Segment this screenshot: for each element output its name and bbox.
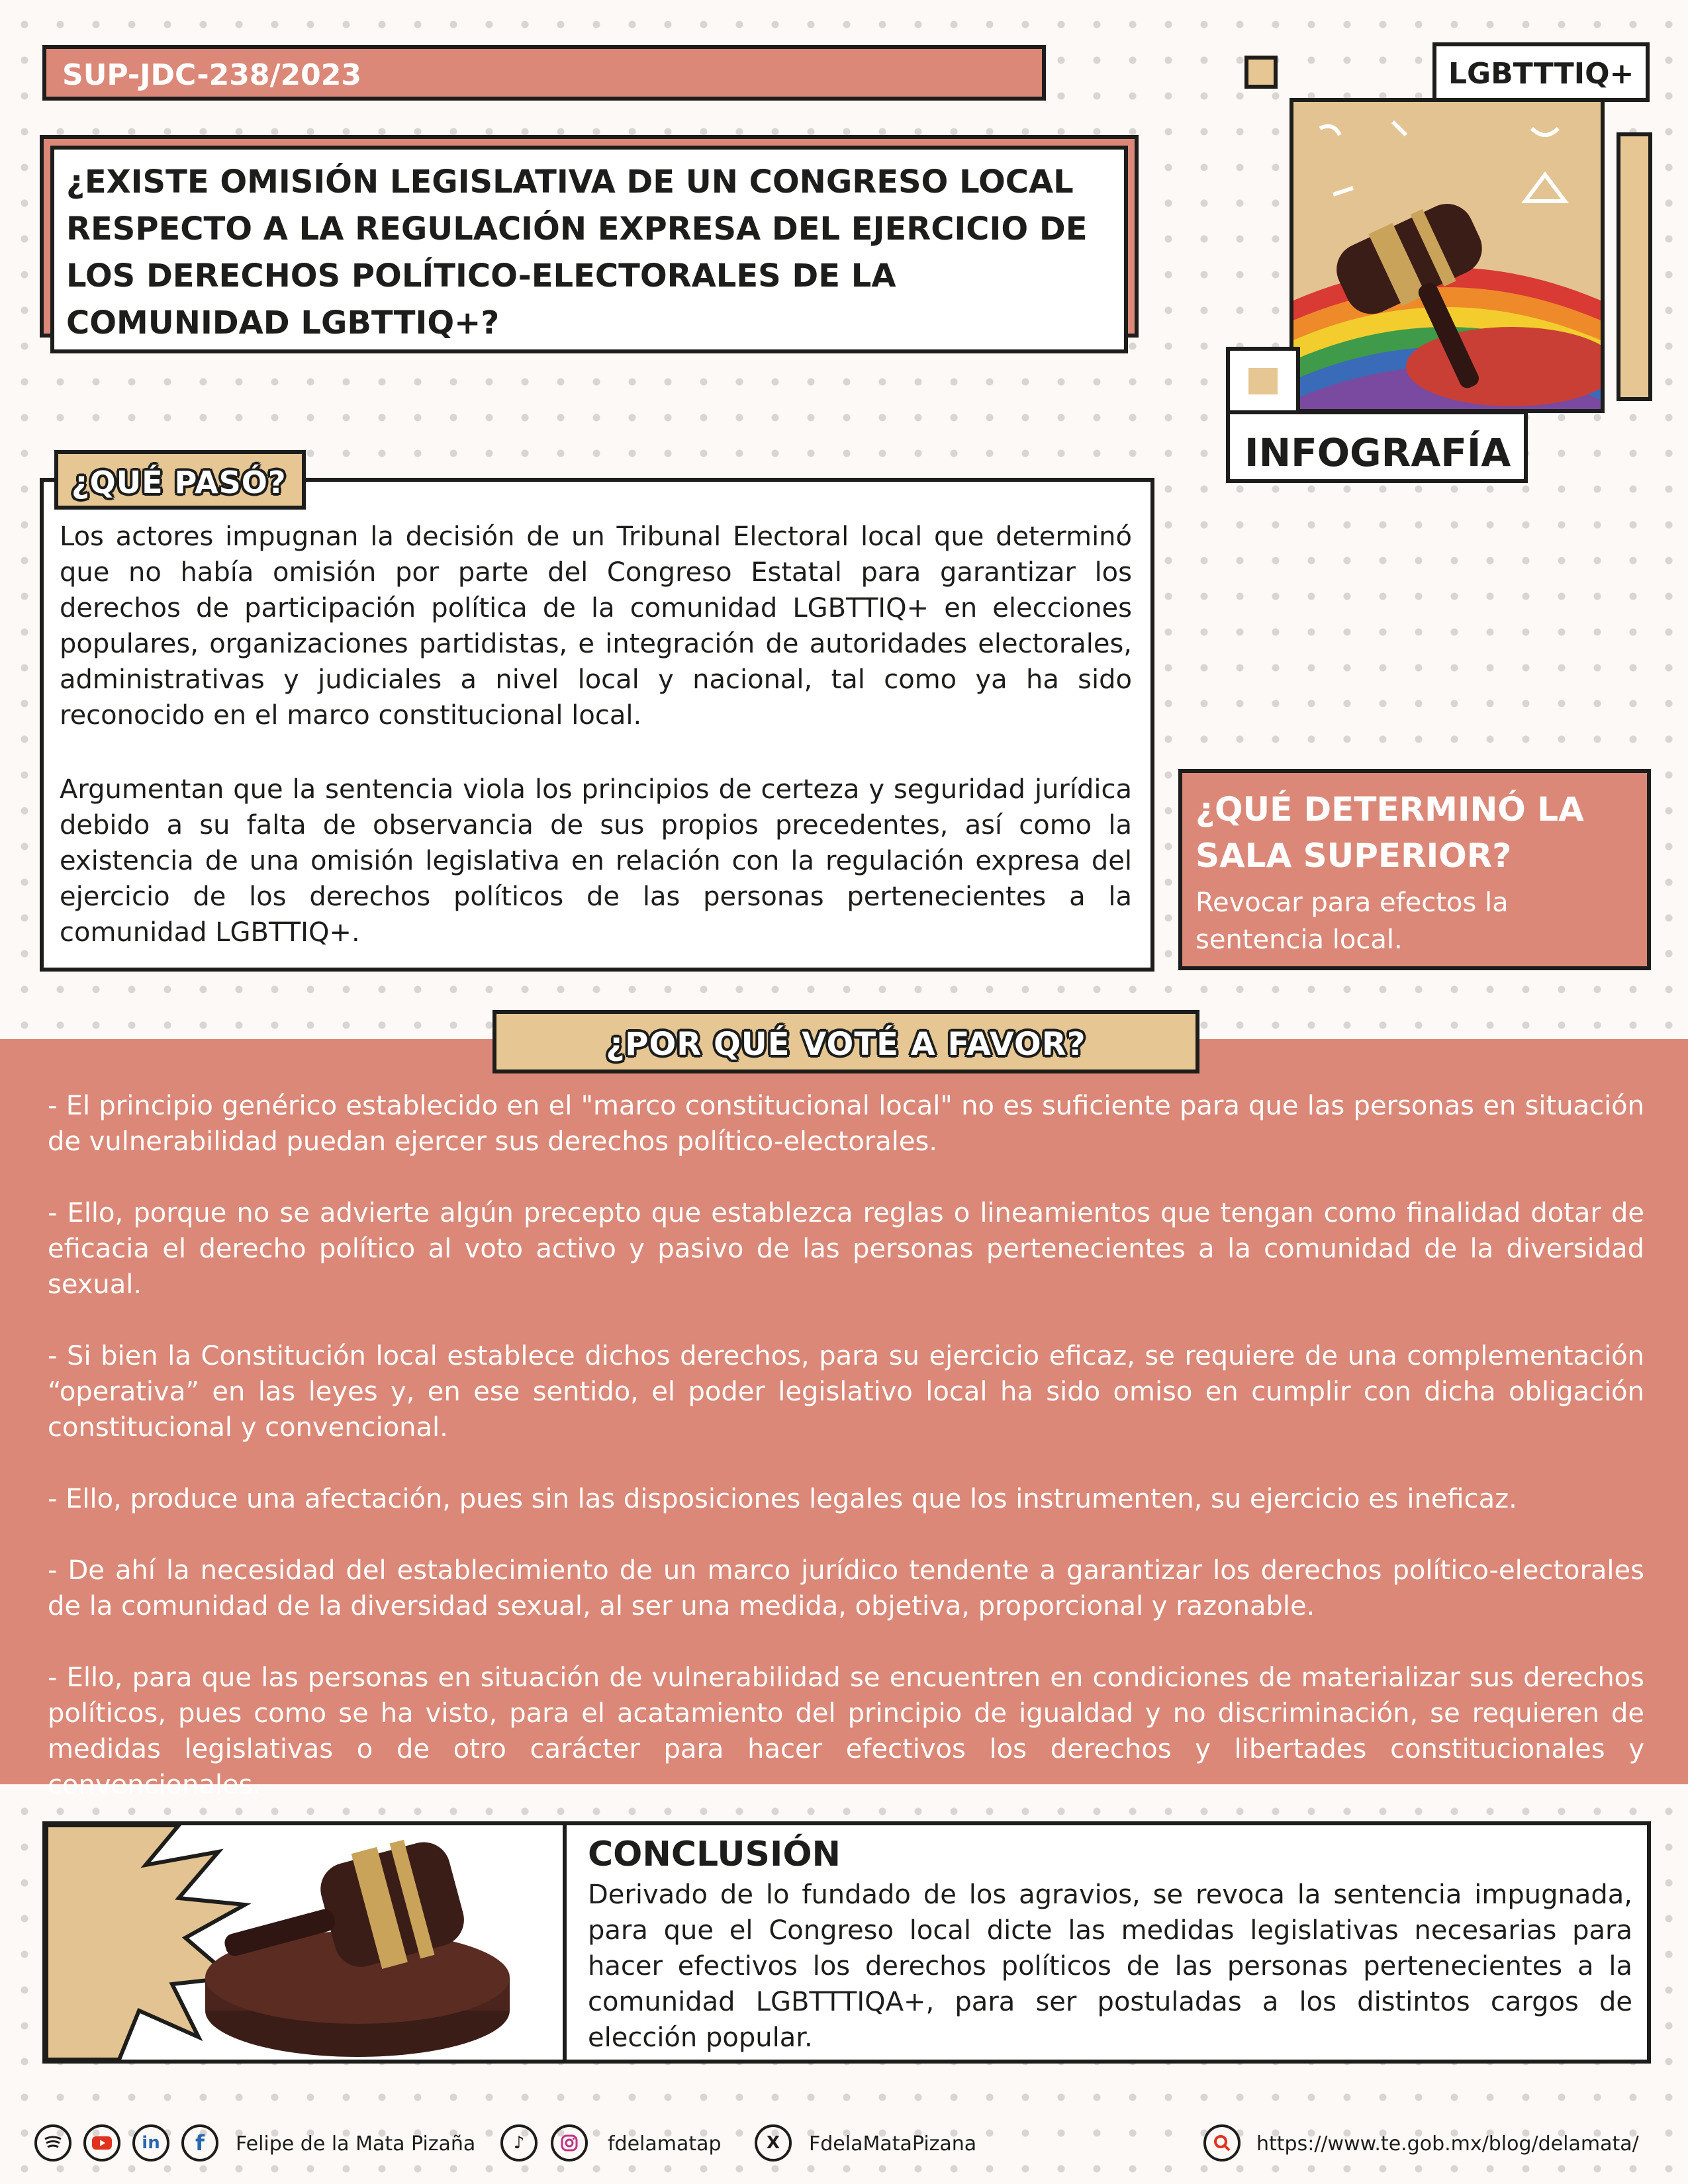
que-paso-tag [54, 450, 306, 510]
tiktok-icon[interactable]: ♪ [500, 2124, 538, 2161]
gavel-illustration [46, 1825, 563, 2060]
footer-handle-1: fdelamatap [608, 2132, 722, 2156]
main-question: ¿EXISTE OMISIÓN LEGISLATIVA DE UN CONGRESO LOCAL RESPECTO A LA REGULACIÓN EXPRESA DEL EJERCICIO DE LOS DERECHOS POLÍTICO-ELECTORALES DE LA COMUNIDAD LGBTTIQ+? [66, 163, 1088, 341]
facebook-icon[interactable]: f [181, 2124, 218, 2161]
footer-name: Felipe de la Mata Pizaña [236, 2132, 476, 2156]
que-paso-title: ¿QUÉ PASÓ? [71, 465, 287, 500]
youtube-icon[interactable] [83, 2124, 120, 2161]
lgbt-tag-label: LGBTTTIQ+ [1448, 57, 1634, 91]
gavel-rainbow-illustration [1293, 102, 1601, 409]
por-que-title: ¿POR QUÉ VOTÉ A FAVOR? [606, 1026, 1086, 1063]
gavel-photo [46, 1825, 567, 2060]
case-number: SUP-JDC-238/2023 [62, 58, 361, 92]
conclusion-title: CONCLUSIÓN [588, 1835, 841, 1874]
decorative-square-frame [1226, 347, 1300, 416]
por-que-point: - Si bien la Constitución local establece dichos derechos, para su ejercicio eficaz, se requiere de una complementación “operativa” en las leyes y, en ese sentido, el poder legislativo local ha sido omiso en cumplir con dicha obligación constitucional y convencional. [48, 1341, 1644, 1443]
por-que-point: - De ahí la necesidad del establecimiento de un marco jurídico tendente a garantizar los derechos político-electorales de la comunidad de la diversidad sexual, al ser una medida, objetiva, proporcional y razonable. [48, 1555, 1644, 1621]
por-que-point: - Ello, produce una afectación, pues sin las disposiciones legales que los instrumenten, su ejercicio es ineficaz. [48, 1484, 1517, 1514]
instagram-icon[interactable] [551, 2124, 588, 2161]
por-que-point: - El principio genérico establecido en el "marco constitucional local" no es suficiente para que las personas en situación de vulnerabilidad puedan ejercer sus derechos político-electorales. [48, 1091, 1644, 1157]
search-icon[interactable] [1203, 2124, 1241, 2161]
por-que-point: - Ello, porque no se advierte algún precepto que establezca reglas o lineamientos que tengan como finalidad dotar de eficacia el derecho político al voto activo y pasivo de las personas pertenecientes a la comunidad de la diversidad sexual. [48, 1198, 1644, 1300]
linkedin-icon[interactable]: in [132, 2124, 169, 2161]
decorative-square [1244, 56, 1278, 89]
infografia-tag [1226, 410, 1528, 483]
spotify-icon[interactable] [34, 2124, 71, 2161]
que-paso-paragraph-2: Argumentan que la sentencia viola los principios de certeza y seguridad jurídica debido a su falta de observancia de sus propios precedentes, así como la existencia de una omisión legislativa en relación con la regulación expresa del ejercicio de los derechos políticos de las personas pertenecientes a la comunidad LGBTTIQ+. [60, 774, 1132, 948]
footer-url[interactable]: https://www.te.gob.mx/blog/delamata/ [1256, 2132, 1639, 2156]
footer-handle-2: FdelaMataPizana [809, 2132, 977, 2156]
por-que-tag [492, 1010, 1199, 1073]
decorative-bar [1617, 132, 1652, 401]
gavel-rainbow-photo [1289, 98, 1605, 413]
decorative-square-fill [1248, 368, 1278, 394]
por-que-point: - Ello, para que las personas en situación de vulnerabilidad se encuentren en condiciones de materializar sus derechos políticos, pues como se ha visto, para el acatamiento del principio de igualdad y no discriminación, se requieren de medidas legislativas o de otro carácter para hacer efectivos los derechos y libertades constitucionales y convencionales. [48, 1662, 1644, 1800]
que-determino-title: ¿QUÉ DETERMINÓ LA SALA SUPERIOR? [1196, 790, 1584, 875]
conclusion-text: Derivado de lo fundado de los agravios, se revoca la sentencia impugnada, para que el Congreso local dicte las medidas legislativas necesarias para hacer efectivos los derechos políticos de las personas pertenecientes a la comunidad LGBTTTIQA+, para ser postuladas a los distintos cargos de elección popular. [588, 1880, 1632, 2053]
case-number-bar [42, 45, 1046, 101]
que-determino-text: Revocar para efectos la sentencia local. [1196, 887, 1509, 955]
x-icon[interactable]: X [755, 2124, 792, 2161]
infografia-label: INFOGRAFÍA [1244, 430, 1511, 475]
lgbt-tag [1432, 42, 1650, 102]
que-paso-paragraph-1: Los actores impugnan la decisión de un Tribunal Electoral local que determinó que no había omisión por parte del Congreso Estatal para garantizar los derechos de participación política de la comunidad LGBTTIQ+ en elecciones populares, organizaciones partidistas, e integración de autoridades electorales, administrativas y judiciales a nivel local y nacional, tal como ya ha sido reconocido en el marco constitucional local. [60, 522, 1132, 731]
